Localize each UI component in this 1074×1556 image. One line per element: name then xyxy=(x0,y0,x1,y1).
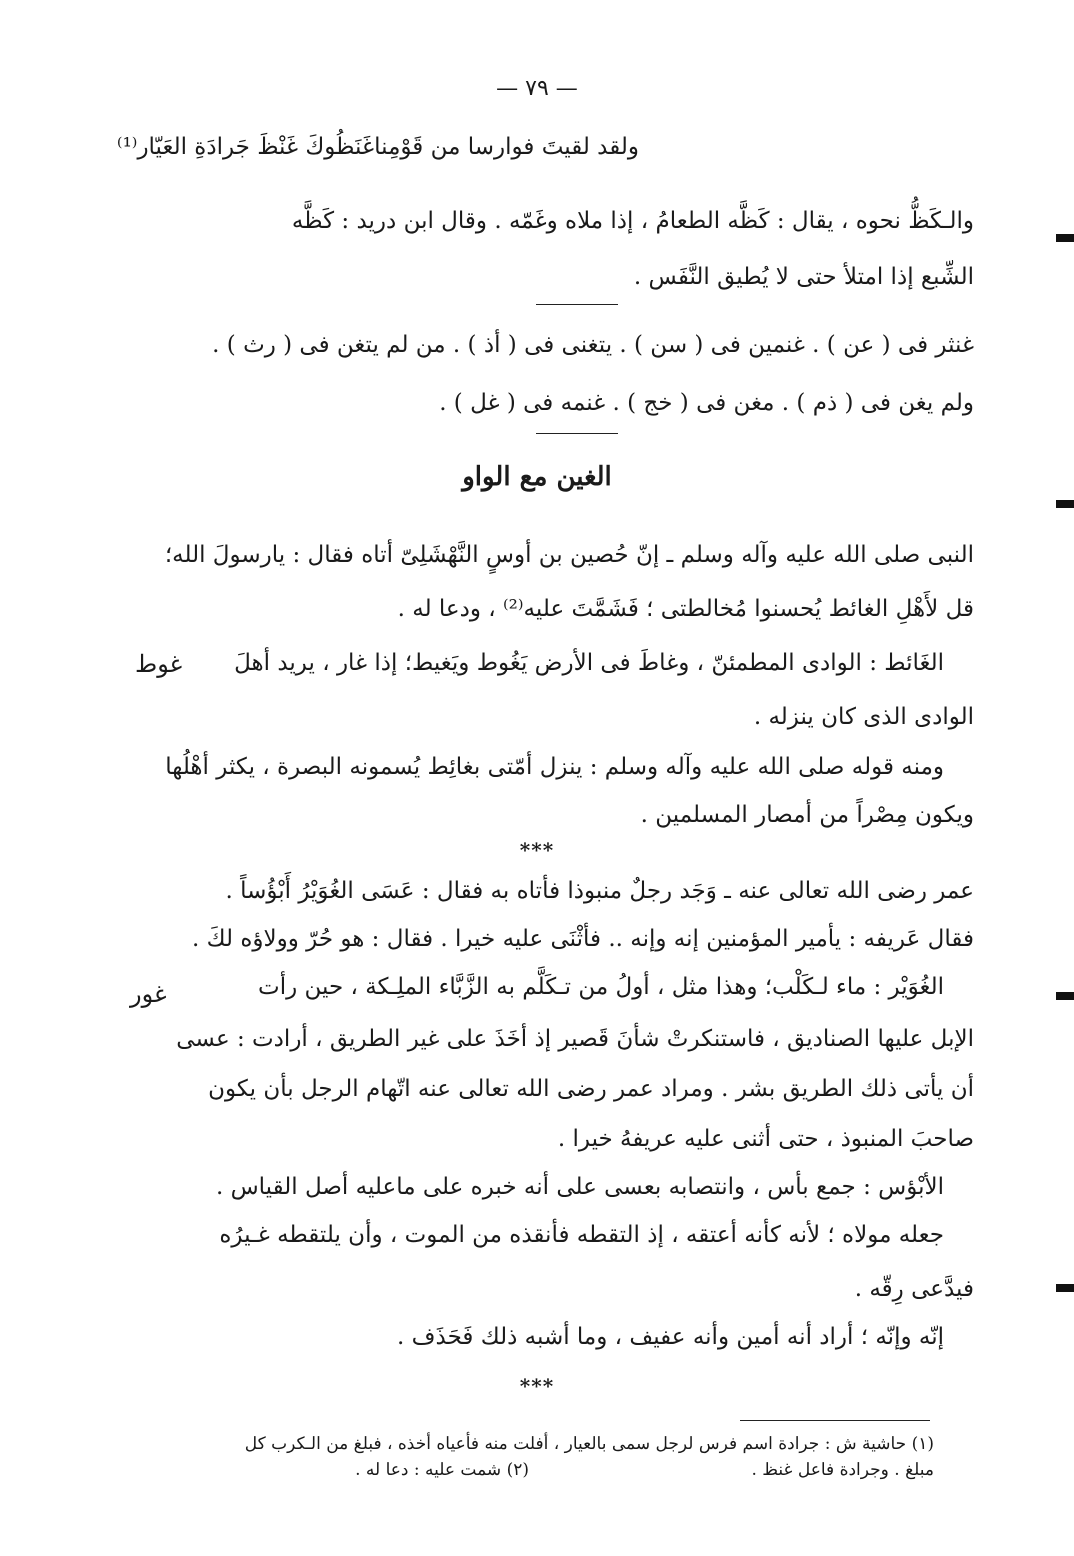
margin-root-word: غور xyxy=(130,980,167,1008)
separator-rule xyxy=(536,304,618,305)
separator-rule xyxy=(536,433,618,434)
body-line: عمر رضى الله تعالى عنه ـ وَجَد رجلٌ منبوذا فأتاه به فقال : عَسَى الغُوَيْرُ أَبْؤُساً . xyxy=(225,878,974,904)
crossref-line-1: غنثر فى ( عن ) . غنمين فى ( سن ) . يتغنى فى ( أذ ) . من لم يتغن فى ( رث ) . xyxy=(212,332,974,358)
body-line: إنّه وإنّه ؛ أراد أنه أمين وأنه عفيف ، وما أشبه ذلك فَحَذَف . xyxy=(397,1324,944,1350)
footnote-2: (٢) شمت عليه : دعا له . xyxy=(355,1460,529,1480)
explanation-line-2: الشِّبع إذا امتلأ حتى لا يُطيق النَّفَس . xyxy=(633,264,974,290)
scan-edge-mark xyxy=(1056,500,1074,508)
body-line: فيدَّعى رِقّه . xyxy=(854,1276,974,1302)
body-line: الغُوَيْر : ماء لـكَلْب؛ وهذا مثل ، أولُ من تـكَلَّم به الزَّبَّاء الملِـكة ، حين رأت xyxy=(258,974,944,1000)
footnote-1-cont: مبلغ . وجرادة فاعل غنظ . xyxy=(751,1460,934,1480)
body-line: الأبْؤس : جمع بأس ، وانتصابه بعسى على أنه خبره على ماعليه أصل القياس . xyxy=(215,1174,944,1200)
section-stars: *** xyxy=(519,1374,555,1398)
verse-second-hemistich: غَنَظُوكَ غَنْظَ جَرادَةِ العَيّار⁽¹⁾ xyxy=(116,134,374,160)
body-line: أن يأتى ذلك الطريق بشر . ومراد عمر رضى الله تعالى عنه اتّهام الرجل بأن يكون xyxy=(208,1076,974,1102)
body-line: فقال عَريفه : يأمير المؤمنين إنه وإنه .. فأثْنَى عليه خيرا . فقال : هو حُرّ وولاؤه لكَ . xyxy=(192,926,974,952)
explanation-line-1: والـكَظُّ نحوه ، يقال : كَظَّه الطعامُ ، إذا ملاه وغَمّه . وقال ابن دريد : كَظَّه xyxy=(291,208,974,234)
section-heading: الغين مع الواو xyxy=(462,462,612,492)
body-line: جعله مولاه ؛ لأنه كأنه أعتقه ، إذ التقطه فأنقذه من الموت ، وأن يلتقطه غـيرُه xyxy=(219,1222,944,1248)
footnote-1: (١) حاشية ش : جرادة اسم فرس لرجل سمى بالعيار ، أفلت منه فأعياه أخذه ، فبلغ من الـكرب كل xyxy=(244,1434,934,1454)
body-line: الإبل عليها الصناديق ، فاستنكرتْ شأنَ قَصير إذ أخَذَ على غير الطريق ، أرادت : عسى xyxy=(176,1026,974,1052)
section-stars: *** xyxy=(519,838,555,862)
scan-edge-mark xyxy=(1056,992,1074,1000)
body-line: الوادى الذى كان ينزله . xyxy=(753,704,974,730)
margin-root-word: غوط xyxy=(135,650,183,678)
crossref-line-2: ولم يغن فى ( ذم ) . مغن فى ( خج ) . غنمه فى ( غل ) . xyxy=(439,390,974,416)
scan-edge-mark xyxy=(1056,1284,1074,1292)
body-line: الغَائط : الوادى المطمئنّ ، وغاطَ فى الأرض يَغُوط ويَغيط؛ إذا غار ، يريد أهلَ xyxy=(234,650,944,676)
body-line: ويكون مِصْراً من أمصار المسلمين . xyxy=(640,802,974,828)
body-line: ومنه قوله صلى الله عليه وآله وسلم : ينزل أمّتى بغائِط يُسمونه البصرة ، يكثر أهْلُها xyxy=(165,754,944,780)
body-line: قل لأَهْلِ الغائط يُحسنوا مُخالطتى ؛ فَشَمَّتَ عليه⁽²⁾ ، ودعا له . xyxy=(397,596,974,622)
page-number: — ٧٩ — xyxy=(496,76,578,101)
body-line: صاحبَ المنبوذ ، حتى أثنى عليه عريفهُ خيرا . xyxy=(557,1126,974,1152)
footnote-rule xyxy=(740,1420,930,1421)
scan-edge-mark xyxy=(1056,234,1074,242)
body-line: النبى صلى الله عليه وآله وسلم ـ إنّ حُصين بن أوسٍ النَّهْشَلِىّ أتاه فقال : يارسولَ الله؛ xyxy=(164,542,974,568)
verse-first-hemistich: ولقد لقيتَ فوارسا من قَوْمِنا xyxy=(374,134,639,160)
